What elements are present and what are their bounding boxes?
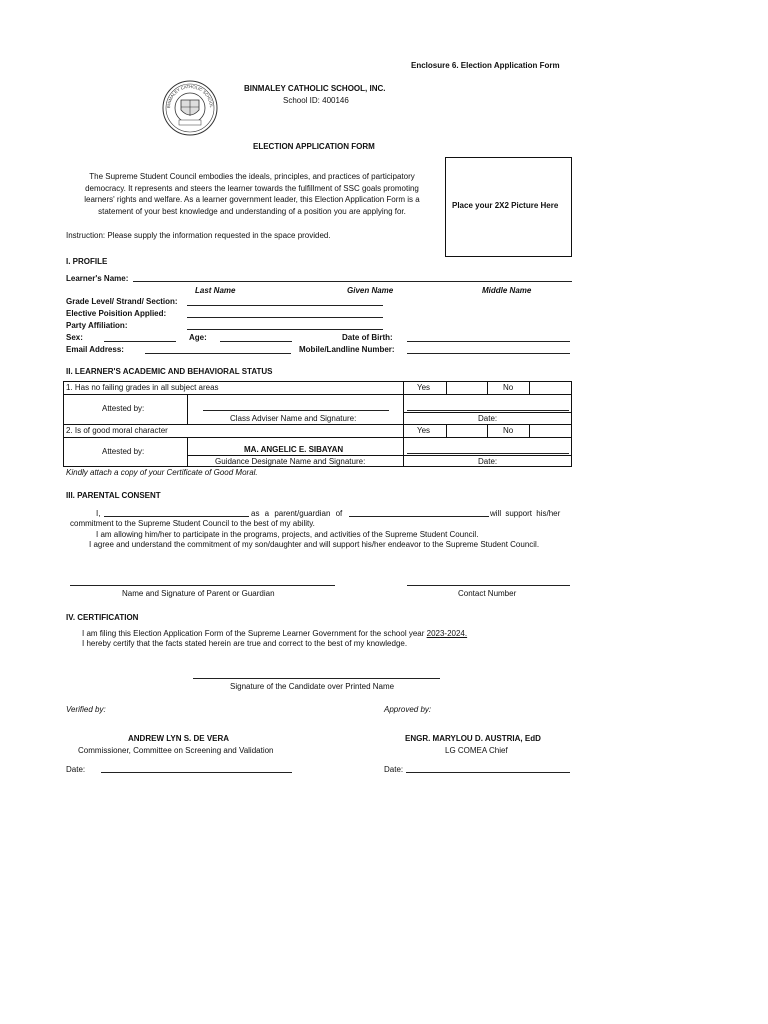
mobile-field[interactable]: [407, 353, 570, 354]
certification-text: I am filing this Election Application Form of the Supreme Learner Government for the school year: [82, 629, 425, 638]
consent-line-2: commitment to the Supreme Student Council to the best of my ability.: [70, 519, 315, 528]
grade-level-label: Grade Level/ Strand/ Section:: [66, 297, 178, 306]
dob-field[interactable]: [407, 341, 570, 342]
yes-label-2: Yes: [417, 426, 431, 435]
table-col-divider: [187, 437, 188, 467]
intro-paragraph: [66, 171, 438, 218]
party-label: Party Affiliation:: [66, 321, 128, 330]
yes-label-1: Yes: [417, 383, 431, 392]
date-field-2[interactable]: [407, 453, 569, 454]
parent-name-field[interactable]: [104, 516, 249, 517]
grade-level-field[interactable]: [187, 305, 383, 306]
given-name-caption: Given Name: [347, 286, 394, 295]
contact-number-label: Contact Number: [458, 589, 517, 598]
attested-by-label-2: Attested by:: [102, 447, 145, 456]
consent-i: I,: [96, 509, 101, 518]
age-label: Age:: [189, 333, 207, 342]
table-row-divider: [63, 437, 572, 438]
sex-field[interactable]: [104, 341, 176, 342]
good-moral-note: Kindly attach a copy of your Certificate of Good Moral.: [66, 468, 258, 477]
email-label: Email Address:: [66, 345, 124, 354]
yes-checkbox-2[interactable]: [447, 425, 487, 437]
parent-signature-field[interactable]: [70, 585, 335, 586]
verifier-date-field[interactable]: [101, 772, 292, 773]
contact-number-field[interactable]: [407, 585, 570, 586]
dob-label: Date of Birth:: [342, 333, 393, 342]
candidate-signature-field[interactable]: [193, 678, 440, 679]
school-name: BINMALEY CATHOLIC SCHOOL, INC.: [244, 84, 386, 93]
middle-name-caption: Middle Name: [482, 286, 532, 295]
approver-date-label: Date:: [384, 765, 404, 774]
class-adviser-signature-field[interactable]: [203, 410, 389, 411]
picture-box-label: Place your 2X2 Picture Here: [452, 201, 559, 210]
consent-will-support: will support his/her: [490, 509, 561, 518]
certification-line-2: I hereby certify that the facts stated herein are true and correct to the best of my knowledge.: [82, 639, 408, 648]
email-field[interactable]: [145, 353, 291, 354]
consent-heading: III. PARENTAL CONSENT: [66, 491, 161, 500]
candidate-signature-label: Signature of the Candidate over Printed Name: [230, 682, 395, 691]
child-name-field[interactable]: [349, 516, 489, 517]
intro-line: learners' rights and welfare. As a learner government leader, this Election Application Form is a: [84, 195, 420, 205]
intro-line: democracy. It represents and steers the learner towards the fulfillment of SSC goals promoting: [85, 183, 419, 193]
table-col-divider: [487, 381, 488, 394]
guidance-designate-label: Guidance Designate Name and Signature:: [215, 457, 366, 466]
no-label-2: No: [503, 426, 514, 435]
no-checkbox-2[interactable]: [530, 425, 571, 437]
svg-text:BINMALEY CATHOLIC SCHOOL INC.: BINMALEY CATHOLIC SCHOOL: [165, 83, 215, 109]
date-label-2: Date:: [478, 457, 498, 466]
instruction: Instruction: Please supply the information requested in the space provided.: [66, 231, 331, 240]
table-row-divider: [63, 424, 572, 425]
verifier-title: Commissioner, Committee on Screening and Validation: [78, 746, 274, 755]
no-label-1: No: [503, 383, 514, 392]
date-field-1[interactable]: [407, 410, 569, 411]
elective-position-field[interactable]: [187, 317, 383, 318]
intro-line: The Supreme Student Council embodies the ideals, principles, and practices of participatory: [89, 172, 415, 181]
table-col-divider: [487, 424, 488, 437]
consent-as-parent: as a parent/guardian of: [251, 509, 343, 518]
class-adviser-label: Class Adviser Name and Signature:: [230, 414, 357, 423]
sex-label: Sex:: [66, 333, 83, 342]
table-row-divider: [403, 412, 572, 413]
status-heading: II. LEARNER'S ACADEMIC AND BEHAVIORAL STATUS: [66, 367, 273, 376]
approver-date-field[interactable]: [406, 772, 570, 773]
mobile-label: Mobile/Landline Number:: [299, 345, 395, 354]
no-checkbox-1[interactable]: [530, 382, 571, 394]
approver-name: ENGR. MARYLOU D. AUSTRIA, EdD: [405, 734, 541, 743]
guidance-designate-name: MA. ANGELIC E. SIBAYAN: [244, 445, 344, 454]
certification-line-1: [82, 629, 467, 638]
date-label-1: Date:: [478, 414, 498, 423]
profile-heading: I. PROFILE: [66, 257, 108, 266]
consent-line-3: I am allowing him/her to participate in the programs, projects, and activities of the Supreme Student Council.: [96, 530, 479, 539]
yes-checkbox-1[interactable]: [447, 382, 487, 394]
last-name-caption: Last Name: [195, 286, 236, 295]
school-seal-logo: [162, 80, 218, 136]
parent-signature-label: Name and Signature of Parent or Guardian: [122, 589, 275, 598]
status-item-2: 2. Is of good moral character: [66, 426, 168, 435]
party-field[interactable]: [187, 329, 383, 330]
enclosure-label: Enclosure 6. Election Application Form: [411, 61, 560, 70]
certification-heading: IV. CERTIFICATION: [66, 613, 139, 622]
form-title: ELECTION APPLICATION FORM: [253, 142, 375, 151]
approved-by-label: Approved by:: [384, 705, 432, 714]
approver-title: LG COMEA Chief: [445, 746, 508, 755]
attested-by-label-1: Attested by:: [102, 404, 145, 413]
learners-name-field[interactable]: [133, 281, 572, 282]
verifier-date-label: Date:: [66, 765, 86, 774]
consent-line-4: I agree and understand the commitment of my son/daughter and will support his/her endeavor to the Supreme Student Council.: [89, 540, 540, 549]
status-item-1: 1. Has no failing grades in all subject areas: [66, 383, 219, 392]
school-year: 2023-2024.: [426, 629, 468, 638]
school-id: School ID: 400146: [283, 96, 349, 105]
elective-position-label: Elective Poisition Applied:: [66, 309, 167, 318]
intro-line: statement of your best knowledge and understanding of a position you are applying for.: [98, 207, 406, 217]
table-col-divider: [403, 381, 404, 467]
verified-by-label: Verified by:: [66, 705, 106, 714]
table-row-divider: [187, 455, 572, 456]
verifier-name: ANDREW LYN S. DE VERA: [128, 734, 230, 743]
age-field[interactable]: [220, 341, 292, 342]
table-col-divider: [187, 394, 188, 424]
table-row-divider: [63, 394, 572, 395]
learners-name-label: Learner's Name:: [66, 274, 129, 283]
picture-box[interactable]: [445, 157, 572, 257]
